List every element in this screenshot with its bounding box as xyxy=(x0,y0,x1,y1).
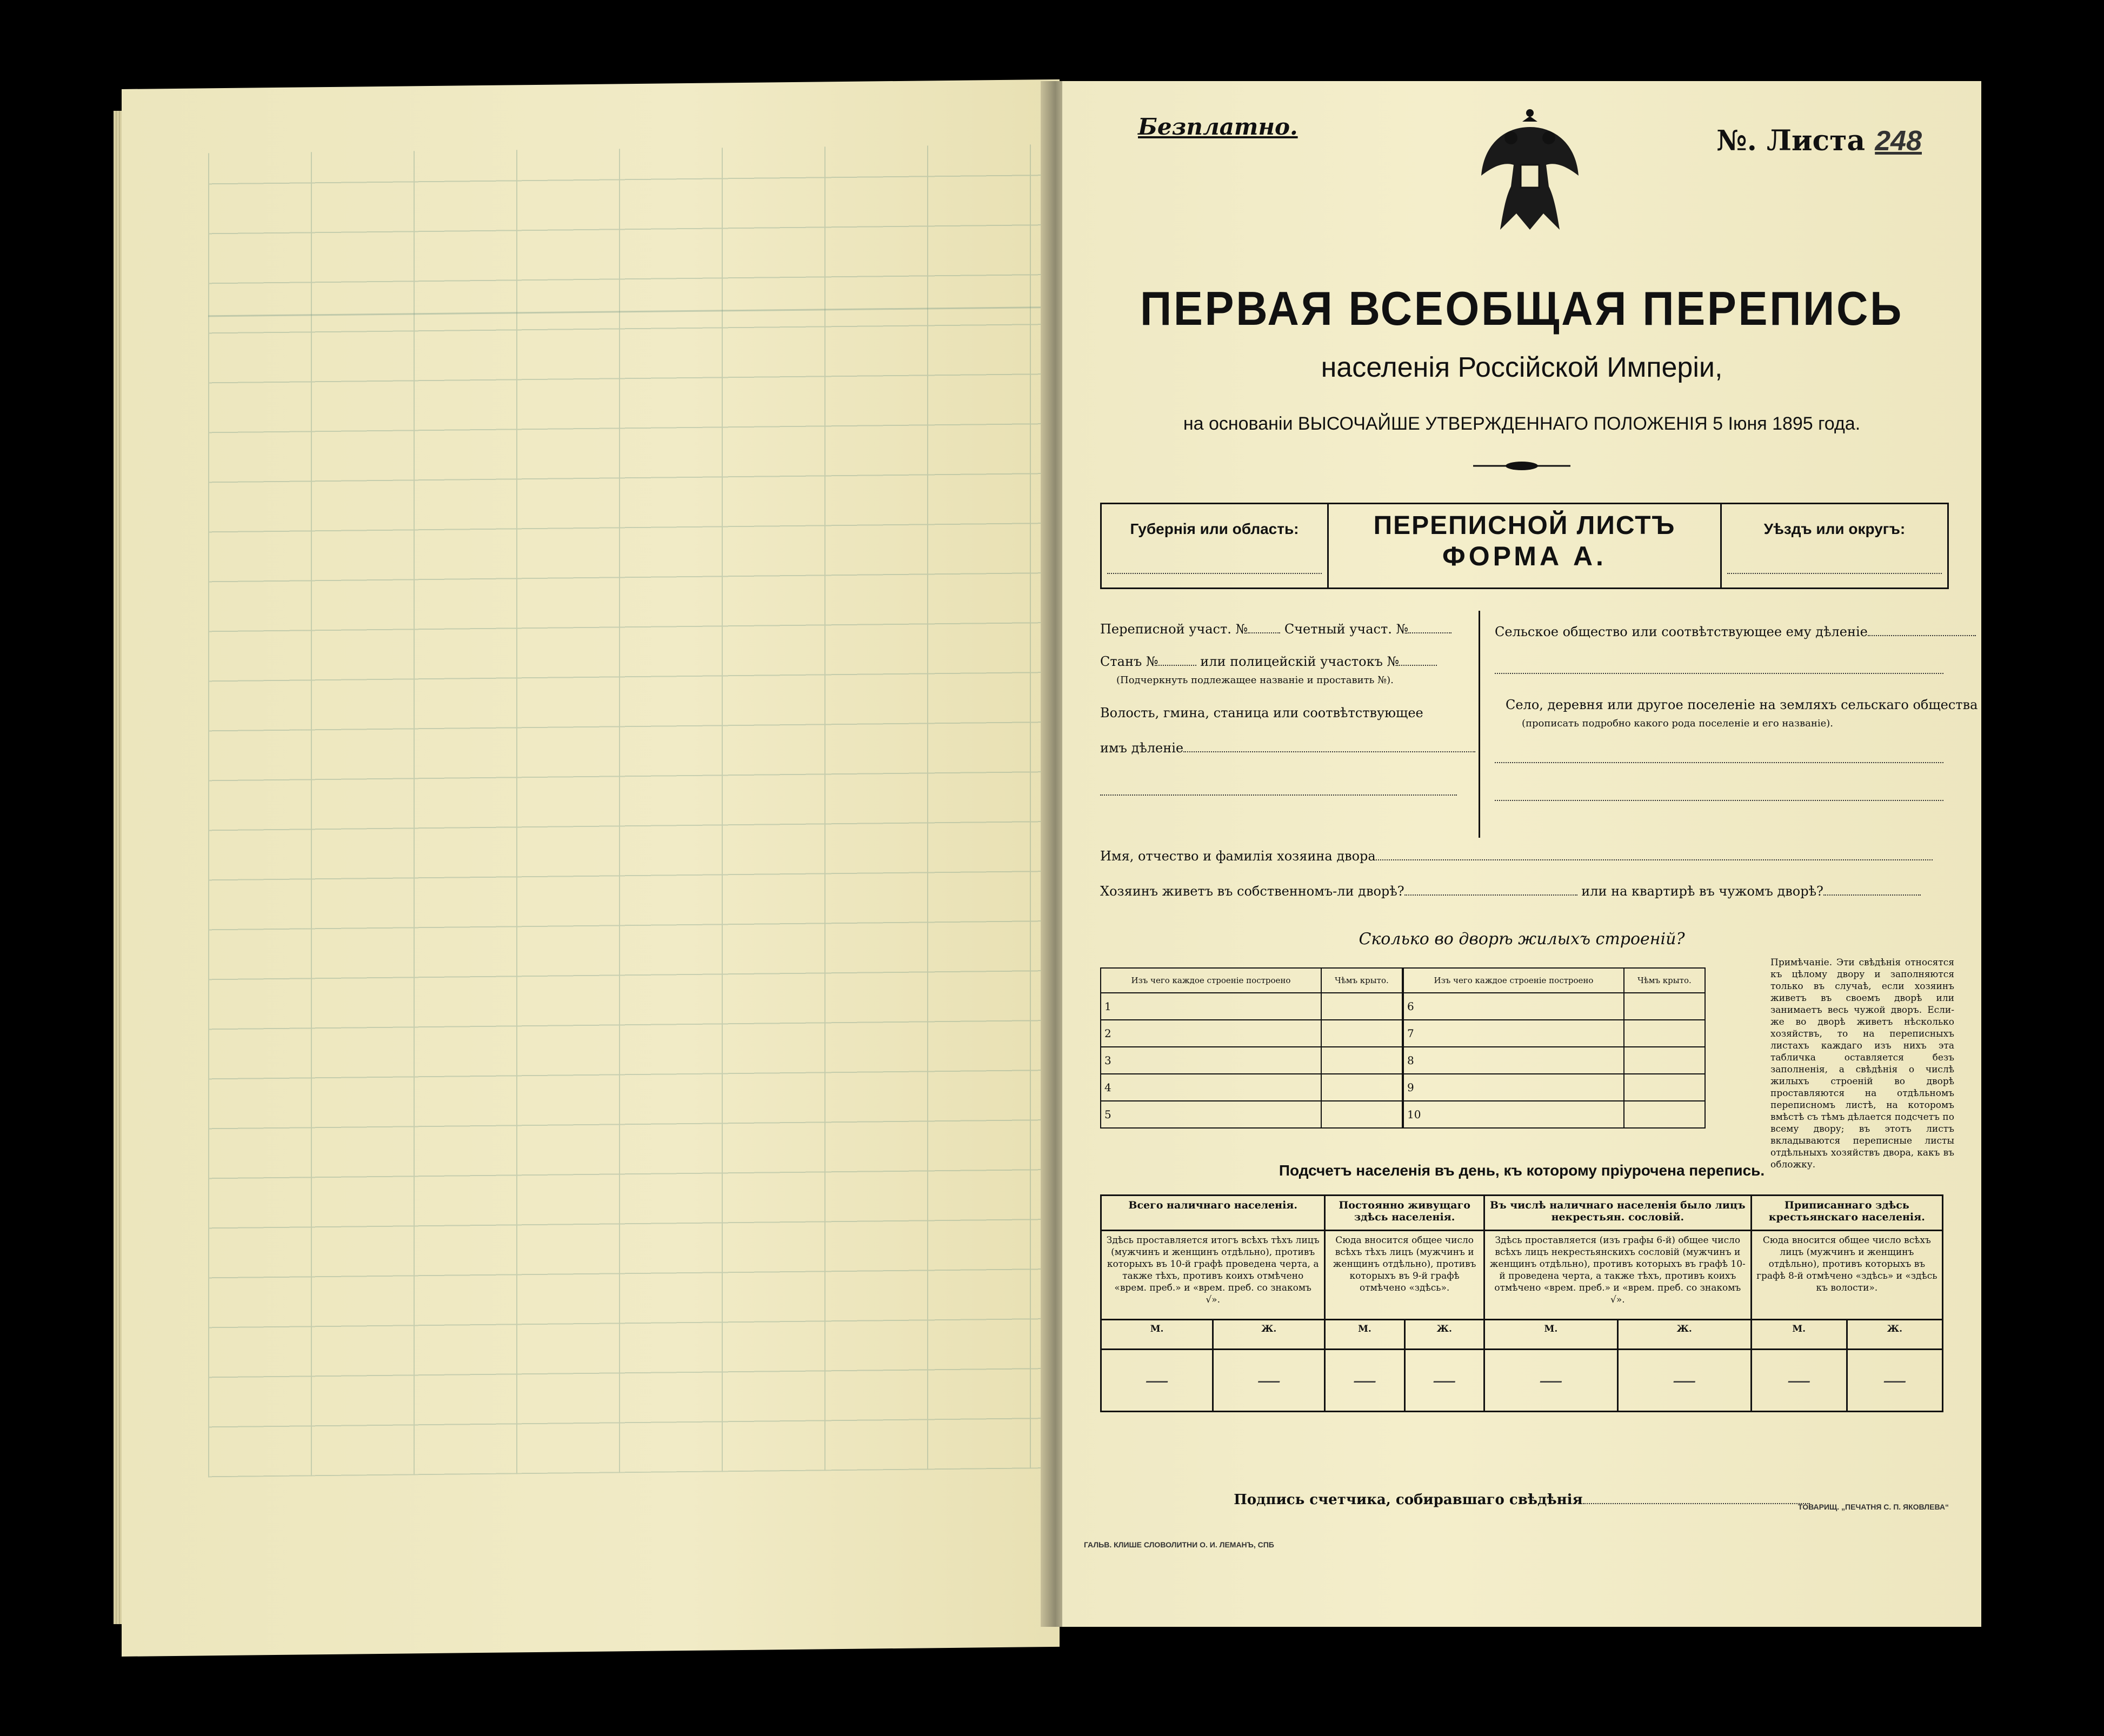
male-label: М. xyxy=(1101,1320,1213,1350)
village-line-2 xyxy=(1495,789,1943,804)
remark-note: Примѣчаніе. Эти свѣдѣнія относятся къ цѣлому двору и заполняются только въ случаѣ, если хозяинъ живетъ въ своемъ дворѣ или занимаетъ весь чужой дворъ. Если-же во дворѣ живетъ нѣсколько хозяйствъ, то на переписныхъ листахъ каждаго изъ нихъ эта табличка оставляется безъ заполненія, а свѣдѣнія о числѣ жилыхъ строеній во дворѣ проставляются на отдѣльномъ переписномъ листѣ, на которомъ вмѣстѣ съ тѣмъ дѣлается подсчетъ по всему двору; въ этотъ листъ вкладываются переписные листы отдѣльныхъ хозяйствъ двора, какъ въ обложку. xyxy=(1770,957,1954,1170)
stan-label: Станъ № xyxy=(1100,654,1158,669)
female-label: Ж. xyxy=(1617,1320,1751,1350)
census-title: ПЕРВАЯ ВСЕОБЩАЯ ПЕРЕПИСЬ xyxy=(1140,282,1903,335)
row-num: 6 xyxy=(1403,993,1624,1020)
pop-desc-total: Здѣсь проставляется итогъ всѣхъ тѣхъ лицъ (мужчинъ и женщинъ отдѣльно), противъ которыхъ въ 10-й графѣ проведена черта, а также тѣхъ, противъ коихъ отмѣчено «врем. преб.» и «врем. преб. со знакомъ √». xyxy=(1101,1231,1325,1320)
volost-label-2: имъ дѣленіе xyxy=(1100,740,1184,756)
pop-head-total: Всего наличнаго населенія. xyxy=(1101,1196,1325,1231)
census-area-label: Переписной участ. № xyxy=(1100,622,1248,637)
ornament-divider xyxy=(1473,459,1570,472)
pop-value: — xyxy=(1847,1350,1942,1412)
pop-value: — xyxy=(1484,1350,1617,1412)
row-num: 4 xyxy=(1101,1074,1321,1101)
row-num: 1 xyxy=(1101,993,1321,1020)
female-label: Ж. xyxy=(1213,1320,1325,1350)
owner-name-field xyxy=(1100,849,1949,864)
row-num: 8 xyxy=(1403,1047,1624,1074)
pop-head-peasant: Приписаннаго здѣсь крестьянскаго населенія. xyxy=(1751,1196,1942,1231)
pop-value: — xyxy=(1101,1350,1213,1412)
village-note: (прописать подробно какого рода поселеніе и его названіе). xyxy=(1522,718,1833,729)
sheet-number-value: 248 xyxy=(1875,125,1922,157)
printer-imprint-right: ТОВАРИЩ. „ПЕЧАТНЯ С. П. ЯКОВЛЕВА“ xyxy=(1797,1503,1949,1511)
pop-head-non-peasant: Въ числѣ наличнаго населенія было лицъ некрестьян. сословій. xyxy=(1484,1196,1751,1231)
row-num: 5 xyxy=(1101,1101,1321,1128)
count-area-label: Счетный участ. № xyxy=(1284,622,1409,637)
form-subtitle: ФОРМА А. xyxy=(1442,541,1607,571)
pop-desc-permanent: Сюда вносится общее число всѣхъ тѣхъ лицъ (мужчинъ и женщинъ отдѣльно), противъ которыхъ въ 9-й графѣ отмѣчено «здѣсь». xyxy=(1325,1231,1484,1320)
form-title: ПЕРЕПИСНОЙ ЛИСТЪ xyxy=(1373,511,1676,540)
owner-lives-label: Хозяинъ живетъ въ собственномъ-ли дворѣ? xyxy=(1100,884,1404,899)
signature-label: Подпись счетчика, собиравшаго свѣдѣнія xyxy=(1234,1492,1583,1508)
rural-society-field xyxy=(1495,624,1976,639)
buildings-table-right xyxy=(1403,967,1706,1129)
col-roof: Чѣмъ крыто. xyxy=(1624,968,1705,993)
rural-society-line xyxy=(1495,662,1943,677)
population-title: Подсчетъ населенія въ день, къ которому пріурочена перепись. xyxy=(1279,1162,1765,1179)
sheet-number xyxy=(1716,124,1922,157)
form-title-box xyxy=(1327,503,1722,589)
village-line-1 xyxy=(1495,751,1943,766)
stan-field xyxy=(1100,654,1437,669)
female-label: Ж. xyxy=(1847,1320,1942,1350)
row-num: 2 xyxy=(1101,1020,1321,1047)
census-basis: на основаніи ВЫСОЧАЙШЕ УТВЕРЖДЕННАГО ПОЛОЖЕНІЯ 5 Іюня 1895 года. xyxy=(1183,413,1861,434)
left-page xyxy=(122,79,1060,1657)
col-roof: Чѣмъ крыто. xyxy=(1321,968,1402,993)
uezd-line xyxy=(1727,573,1942,574)
male-label: М. xyxy=(1325,1320,1404,1350)
how-many-buildings: Сколько во дворѣ жилыхъ строеній? xyxy=(1359,930,1685,949)
female-label: Ж. xyxy=(1404,1320,1484,1350)
pop-head-permanent: Постоянно живущаго здѣсь населенія. xyxy=(1325,1196,1484,1231)
owner-lives-field xyxy=(1100,884,1949,899)
location-fields xyxy=(1100,611,1978,838)
underline-note: (Подчеркнуть подлежащее названіе и проставить №). xyxy=(1116,675,1394,686)
sheet-number-label: №. Листа xyxy=(1716,124,1866,157)
double-headed-eagle-emblem xyxy=(1473,105,1587,241)
male-label: М. xyxy=(1751,1320,1847,1350)
pop-value: — xyxy=(1213,1350,1325,1412)
pop-value: — xyxy=(1404,1350,1484,1412)
police-area-label: или полицейскій участокъ № xyxy=(1200,654,1400,669)
pop-value: — xyxy=(1751,1350,1847,1412)
col-material: Изъ чего каждое строеніе построено xyxy=(1403,968,1624,993)
owner-name-label: Имя, отчество и фамилія хозяина двора xyxy=(1100,849,1376,864)
population-table xyxy=(1100,1194,1943,1412)
volost-label: Волость, гмина, станица или соотвѣтствующее xyxy=(1100,705,1423,720)
or-apartment-label: или на квартирѣ въ чужомъ дворѣ? xyxy=(1581,884,1823,899)
pop-desc-peasant: Сюда вносится общее число всѣхъ лицъ (мужчинъ и женщинъ отдѣльно), противъ которыхъ въ графѣ 8-й отмѣчено «здѣсь» и «здѣсь къ волости». xyxy=(1751,1231,1942,1320)
buildings-table-left xyxy=(1100,967,1403,1129)
census-form-page xyxy=(1062,81,1981,1627)
left-page-header-band xyxy=(208,144,1041,317)
census-subtitle: населенія Россійской Имперіи, xyxy=(1321,352,1723,383)
volost-line xyxy=(1100,784,1457,799)
male-label: М. xyxy=(1484,1320,1617,1350)
left-page-ruled-grid xyxy=(208,144,1041,1477)
gubernia-box xyxy=(1100,503,1327,589)
free-label: Безплатно. xyxy=(1138,113,1298,140)
uezd-box xyxy=(1722,503,1949,589)
location-divider xyxy=(1479,611,1480,838)
pop-value: — xyxy=(1617,1350,1751,1412)
col-material: Изъ чего каждое строеніе построено xyxy=(1101,968,1321,993)
pop-value: — xyxy=(1325,1350,1404,1412)
pop-desc-non-peasant: Здѣсь проставляется (изъ графы 6-й) общее число всѣхъ лицъ некрестьянскихъ сословій (мужчинъ и женщинъ отдѣльно), противъ которыхъ въ графѣ 10-й проведена черта, а также тѣхъ, противъ коихъ отмѣчено «врем. преб.» и «врем. преб. со знакомъ √». xyxy=(1484,1231,1751,1320)
printer-imprint-left: ГАЛЬВ. КЛИШЕ СЛОВОЛИТНИ О. И. ЛЕМАНЪ, СПБ xyxy=(1084,1540,1274,1549)
uezd-label: Уѣздъ или округъ: xyxy=(1763,520,1906,537)
row-num: 10 xyxy=(1403,1101,1624,1128)
gubernia-label: Губернія или область: xyxy=(1130,520,1299,537)
row-num: 7 xyxy=(1403,1020,1624,1047)
row-num: 9 xyxy=(1403,1074,1624,1101)
gubernia-line xyxy=(1107,573,1322,574)
village-label: Село, деревня или другое поселеніе на земляхъ сельскаго общества xyxy=(1506,697,1978,712)
rural-society-label: Сельское общество или соотвѣтствующее ему дѣленіе xyxy=(1495,624,1868,639)
census-area-field xyxy=(1100,622,1452,637)
volost-field xyxy=(1100,740,1475,756)
row-num: 3 xyxy=(1101,1047,1321,1074)
